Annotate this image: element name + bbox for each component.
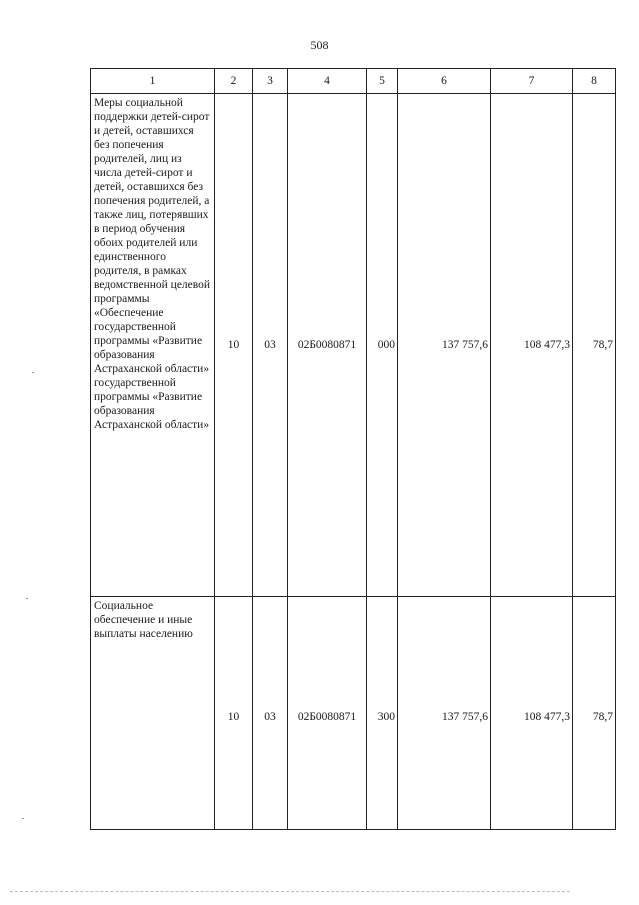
execution-percent-cell: 78,7 xyxy=(573,94,616,597)
column-header: 4 xyxy=(288,69,367,94)
section-code-cell: 10 xyxy=(215,94,253,597)
expense-name-cell xyxy=(91,94,215,597)
column-header: 5 xyxy=(367,69,398,94)
subsection-code-cell: 03 xyxy=(253,597,288,830)
target-article-cell: 02Б0080871 xyxy=(288,597,367,830)
column-header: 2 xyxy=(215,69,253,94)
column-header: 1 xyxy=(91,69,215,94)
scan-artifact-dot xyxy=(26,598,28,599)
scan-artifact-dot xyxy=(22,818,24,819)
execution-percent-cell: 78,7 xyxy=(573,597,616,830)
column-header: 3 xyxy=(253,69,288,94)
column-header: 7 xyxy=(491,69,573,94)
executed-amount-cell: 108 477,3 xyxy=(491,597,573,830)
executed-amount-cell: 108 477,3 xyxy=(491,94,573,597)
expense-type-cell: 000 xyxy=(367,94,398,597)
table-row xyxy=(91,94,616,597)
table-row xyxy=(91,597,616,830)
target-article-cell: 02Б0080871 xyxy=(288,94,367,597)
section-code-cell: 10 xyxy=(215,597,253,830)
scan-artifact-line xyxy=(10,891,570,892)
expense-name: Социальное обеспечение и иные выплаты населению xyxy=(94,600,193,640)
column-header: 6 xyxy=(398,69,491,94)
table-header-row xyxy=(91,69,616,94)
page-number: 508 xyxy=(310,38,329,52)
expense-name: Меры социальной поддержки детей-сирот и детей, оставшихся без попечения родителей, лиц из числа детей-сирот и детей, оставшихся без попечения родителей, а также лиц, потерявших в период обучения обоих родителей или единственного родителя, в рамках ведомственной целевой программы «Обеспечение государственной программы «Развитие образования Астраханской области» государственной программы «Развитие образования Астраханской области» xyxy=(94,97,211,431)
subsection-code-cell: 03 xyxy=(253,94,288,597)
budget-table xyxy=(90,68,616,830)
expense-type-cell: 300 xyxy=(367,597,398,830)
approved-amount-cell: 137 757,6 xyxy=(398,94,491,597)
expense-name-cell xyxy=(91,597,215,830)
column-header: 8 xyxy=(573,69,616,94)
approved-amount-cell: 137 757,6 xyxy=(398,597,491,830)
scan-artifact-dot xyxy=(32,372,34,373)
